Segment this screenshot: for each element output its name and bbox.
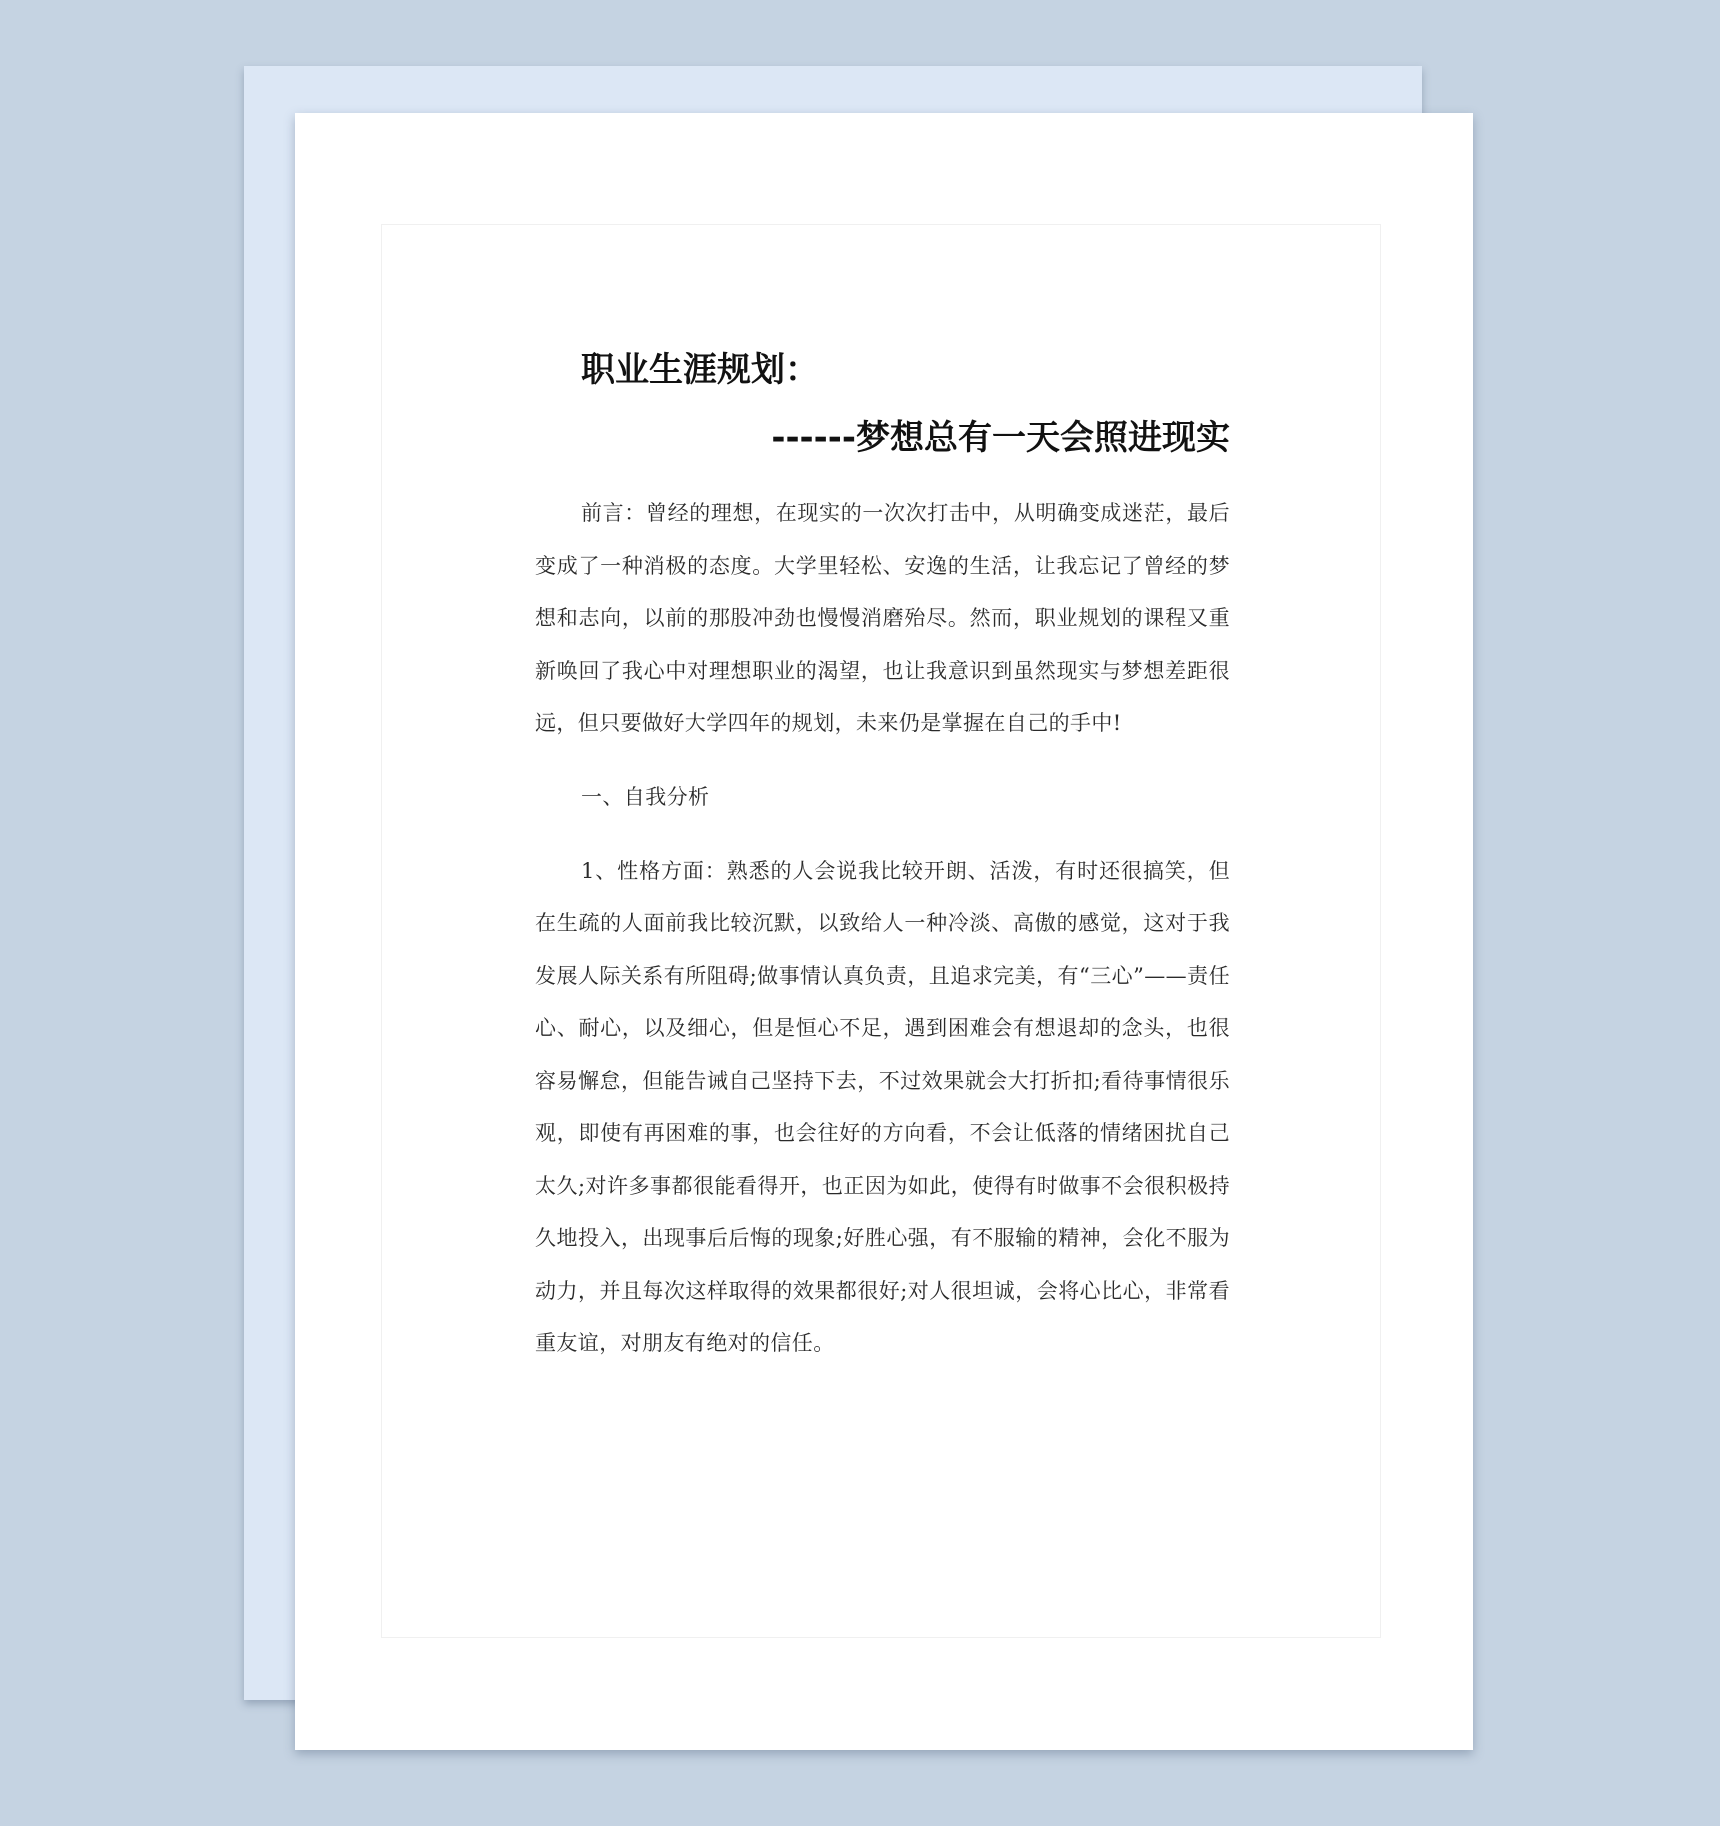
document-page xyxy=(295,113,1473,1750)
section-heading-self-analysis: 一、自我分析 xyxy=(581,784,710,809)
document-subtitle: ------梦想总有一天会照进现实 xyxy=(771,418,1230,458)
personality-paragraph: 1、性格方面：熟悉的人会说我比较开朗、活泼，有时还很搞笑，但在生疏的人面前我比较沉默，以致给人一种冷淡、高傲的感觉，这对于我发展人际关系有所阻碍;做事情认真负责，且追求完美，有“三心”——责任心、耐心，以及细心，但是恒心不足，遇到困难会有想退却的念头，也很容易懈怠，但能告诫自己坚持下去，不过效果就会大打折扣;看待事情很乐观，即使有再困难的事，也会往好的方向看，不会让低落的情绪困扰自己太久;对许多事都很能看得开，也正因为如此，使得有时做事不会很积极持久地投入，出现事后后悔的现象;好胜心强，有不服输的精神，会化不服为动力，并且每次这样取得的效果都很好;对人很坦诚，会将心比心，非常看重友谊，对朋友有绝对的信任。 xyxy=(535,858,1230,1355)
document-body xyxy=(535,345,1230,1370)
document-title: 职业生涯规划： xyxy=(581,350,819,390)
preface-paragraph: 前言：曾经的理想，在现实的一次次打击中，从明确变成迷茫，最后变成了一种消极的态度。大学里轻松、安逸的生活，让我忘记了曾经的梦想和志向，以前的那股冲劲也慢慢消磨殆尽。然而，职业规划的课程又重新唤回了我心中对理想职业的渴望，也让我意识到虽然现实与梦想差距很远，但只要做好大学四年的规划，未来仍是掌握在自己的手中! xyxy=(535,501,1230,735)
